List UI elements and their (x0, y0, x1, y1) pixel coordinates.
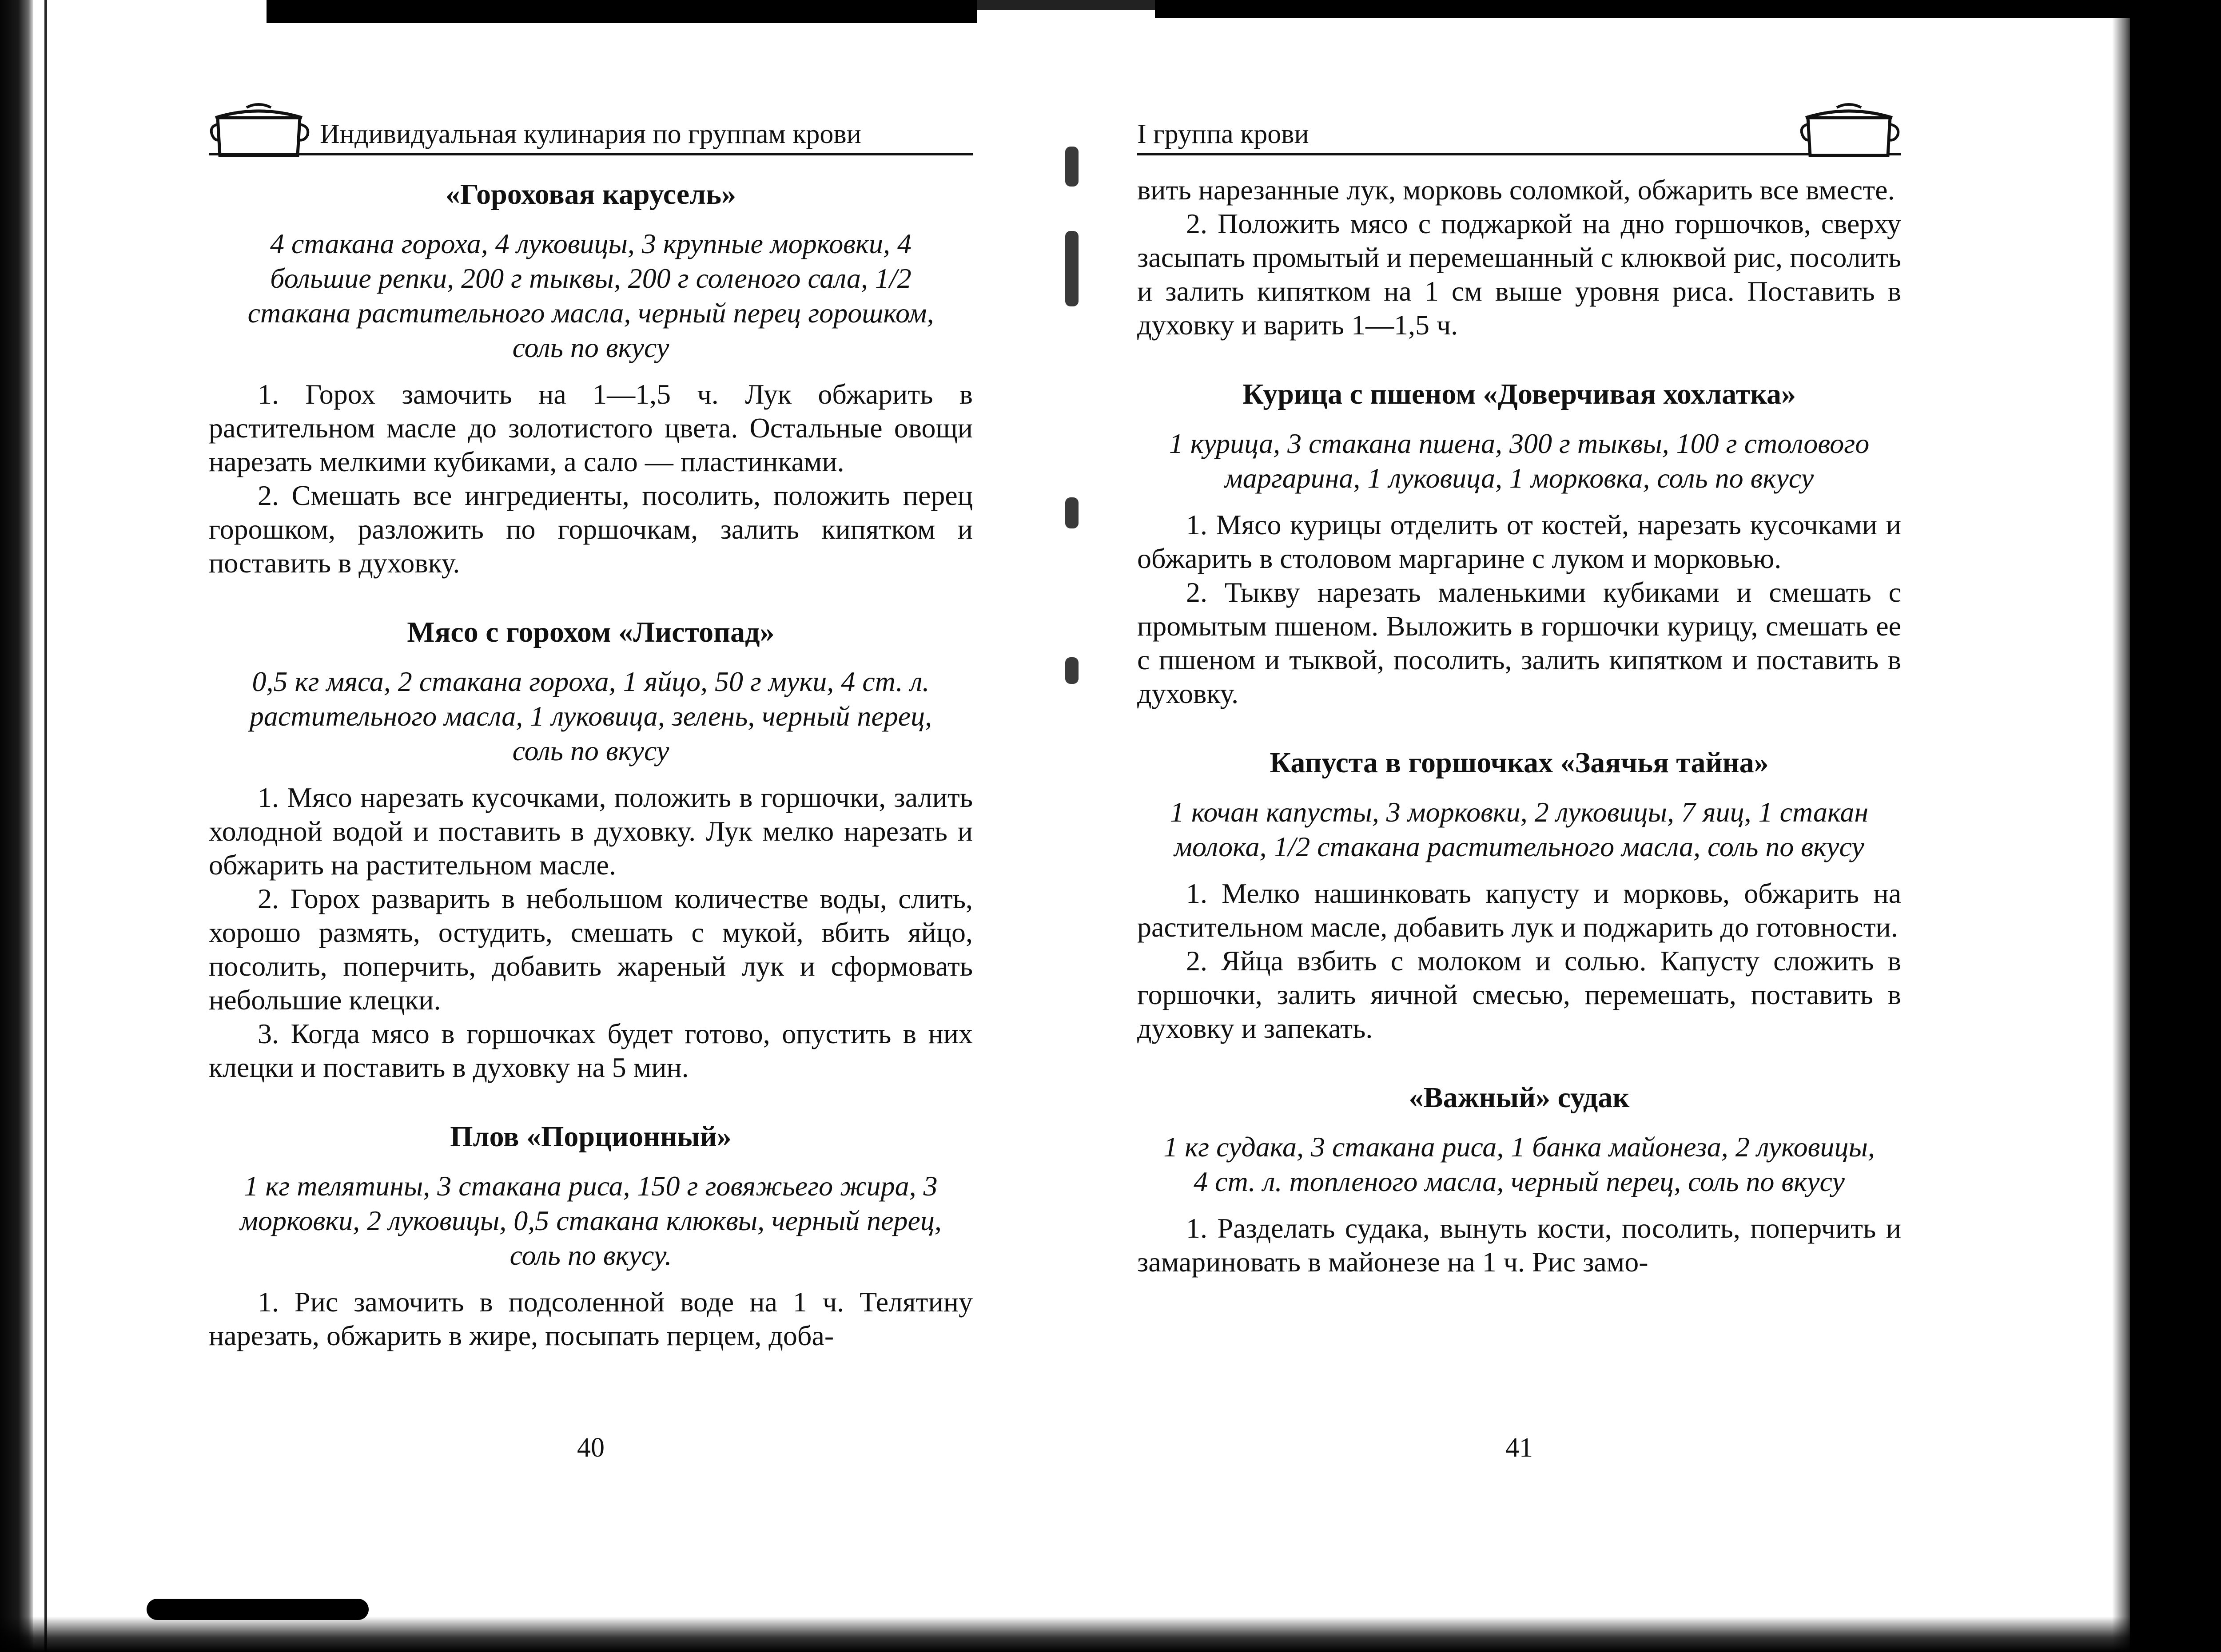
recipe-ingredients: 1 кг судака, 3 стакана риса, 1 банка майонеза, 2 луковицы, 4 ст. л. топленого масла, черный перец, соль по вкусу (1163, 1131, 1875, 1197)
recipe-title: Капуста в горшочках «Заячья тайна» (1270, 747, 1769, 779)
left-page (209, 0, 973, 1652)
recipe-title: Мясо с горохом «Листопад» (407, 616, 775, 648)
left-page-content (209, 173, 973, 1353)
cooking-pot-icon (1799, 93, 1901, 160)
header-rule (209, 153, 973, 155)
recipe-step: 1. Мясо курицы отделить от костей, нарезать кусочками и обжарить в столовом маргарине с луком и морковью. (1137, 509, 1901, 574)
recipe-step: 1. Разделать судака, вынуть кости, посолить, поперчить и замариновать в майонезе на 1 ч. Рис замо- (1137, 1212, 1901, 1278)
recipe-step-continuation: вить нарезанные лук, морковь соломкой, обжарить все вместе. (1137, 174, 1895, 206)
recipe-step: 1. Мясо нарезать кусочками, положить в горшочки, залить холодной водой и поставить в духовку. Лук мелко нарезать и обжарить на растительном масле. (209, 782, 973, 881)
recipe-step: 1. Мелко нашинковать капусту и морковь, обжарить на растительном масле, добавить лук и поджарить до готовности. (1137, 878, 1901, 943)
gutter-speck (1065, 231, 1079, 306)
right-page-header (1137, 93, 1901, 160)
right-page-content (1137, 173, 1901, 1279)
scan-shadow-right (2130, 0, 2221, 1652)
cooking-pot-icon (209, 93, 311, 160)
recipe-ingredients: 1 кочан капусты, 3 морковки, 2 луковицы, 7 яиц, 1 стакан молока, 1/2 стакана растительного масла, соль по вкусу (1170, 796, 1869, 862)
gutter-speck (1065, 497, 1079, 528)
scan-shadow-top-gutter (977, 0, 1155, 10)
recipe-step: 3. Когда мясо в горшочках будет готово, опустить в них клецки и поставить в духовку на 5 мин. (209, 1018, 973, 1083)
recipe-title: Курица с пшеном «Доверчивая хохлатка» (1242, 378, 1796, 410)
recipe-ingredients: 0,5 кг мяса, 2 стакана гороха, 1 яйцо, 50 г муки, 4 ст. л. растительного масла, 1 луковица, зелень, черный перец, соль по вкусу (249, 666, 932, 766)
recipe-title: Плов «Порционный» (450, 1120, 732, 1153)
recipe-step: 2. Яйца взбить с молоком и солью. Капусту сложить в горшочки, залить яичной смесью, перемешать, поставить в духовку и запекать. (1137, 945, 1901, 1044)
recipe-step: 2. Горох разварить в небольшом количестве воды, слить, хорошо размять, остудить, смешать с мукой, вбить яйцо, посолить, поперчить, добавить жареный лук и сформовать небольшие клецки. (209, 883, 973, 1016)
recipe-ingredients: 1 курица, 3 стакана пшена, 300 г тыквы, 100 г столового маргарина, 1 луковица, 1 морковка, соль по вкусу (1169, 428, 1870, 494)
running-header: Индивидуальная кулинария по группам крови (320, 119, 861, 149)
gutter-speck (1065, 657, 1079, 684)
running-header: I группа крови (1137, 119, 1309, 149)
recipe-title: «Гороховая карусель» (445, 178, 736, 210)
recipe-title: «Важный» судак (1409, 1081, 1630, 1114)
header-rule (1137, 153, 1901, 155)
recipe-step: 2. Смешать все ингредиенты, посолить, положить перец горошком, разложить по горшочкам, залить кипятком и поставить в духовку. (209, 480, 973, 579)
recipe-step: 1. Горох замочить на 1—1,5 ч. Лук обжарить в растительном масле до золотистого цвета. Остальные овощи нарезать мелкими кубиками, а сало — пластинками. (209, 378, 973, 477)
page-number: 40 (577, 1433, 605, 1463)
left-page-header (209, 93, 973, 160)
recipe-ingredients: 1 кг телятины, 3 стакана риса, 150 г говяжьего жира, 3 морковки, 2 луковицы, 0,5 стакана клюквы, черный перец, соль по вкусу. (240, 1170, 942, 1271)
recipe-step: 2. Положить мясо с поджаркой на дно горшочков, сверху засыпать промытый и перемешанный с клюквой рис, посолить и залить кипятком на 1 см выше уровня риса. Поставить в духовку и варить 1—1,5 ч. (1137, 208, 1901, 341)
right-page (1137, 0, 1901, 1652)
scan-shadow-left (0, 0, 33, 1652)
scan-line-left (44, 0, 47, 1652)
page-number: 41 (1505, 1433, 1533, 1463)
recipe-step: 1. Рис замочить в подсоленной воде на 1 ч. Телятину нарезать, обжарить в жире, посыпать перцем, доба- (209, 1286, 973, 1351)
recipe-ingredients: 4 стакана гороха, 4 луковицы, 3 крупные морковки, 4 большие репки, 200 г тыквы, 200 г соленого сала, 1/2 стакана растительного масла, черный перец горошком, соль по вкусу (247, 228, 934, 363)
recipe-step: 2. Тыкву нарезать маленькими кубиками и смешать с промытым пшеном. Выложить в горшочки курицу, смешать ее с пшеном и тыквой, посолить, залить кипятком и поставить в духовку. (1137, 576, 1901, 709)
gutter-speck (1065, 147, 1079, 187)
